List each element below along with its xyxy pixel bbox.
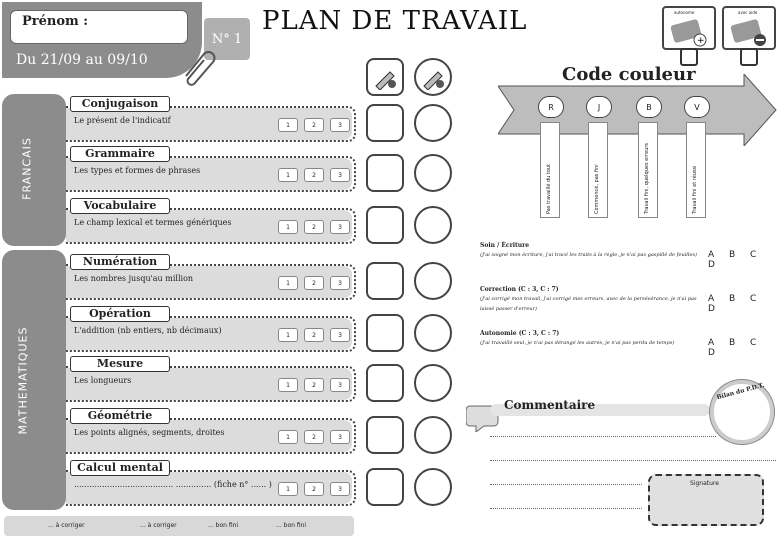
check-circle[interactable] (414, 104, 452, 142)
color-code-text: Commencé, pas fini (594, 164, 600, 214)
color-square[interactable] (366, 206, 404, 244)
task-title: Vocabulaire (70, 198, 170, 214)
check-circle[interactable] (414, 206, 452, 244)
francais-label: FRANCAIS (20, 137, 34, 200)
legend-item: ... bon fini (208, 522, 239, 529)
level-button[interactable]: 1 (278, 276, 298, 290)
task-description: Les points alignés, segments, droites (74, 428, 225, 437)
level-button[interactable]: 1 (278, 118, 298, 132)
color-code-text: Pas travaillé du tout (546, 163, 552, 214)
level-button[interactable]: 1 (278, 220, 298, 234)
color-code-letter: R (538, 96, 564, 118)
task-description: L'addition (nb entiers, nb décimaux) (74, 326, 222, 335)
criterion-description: (J'ai soigné mon écriture, j'ai tracé les traits à la règle, je n'ai pas gaspillé de feuilles) (480, 252, 697, 258)
pencil-settings-icon (366, 58, 404, 96)
grade-options[interactable]: A B C D (708, 294, 763, 314)
review-seal-text: Bilan du P.D.T. (715, 381, 766, 402)
level-button[interactable]: 2 (304, 276, 324, 290)
page-title: PLAN DE TRAVAIL (262, 6, 528, 36)
level-button[interactable]: 3 (330, 168, 350, 182)
level-button[interactable]: 2 (304, 482, 324, 496)
comment-line[interactable] (490, 460, 776, 461)
color-code-letter: B (636, 96, 662, 118)
criterion-title: Correction (C : 3, C : 7) (480, 286, 559, 293)
legend-item: ... bon fini (276, 522, 307, 529)
task-title: Opération (70, 306, 170, 322)
color-code-text: Travail fini et réussi (692, 165, 698, 214)
color-square[interactable] (366, 104, 404, 142)
comment-line[interactable] (490, 484, 642, 485)
task-title: Conjugaison (70, 96, 170, 112)
level-button[interactable]: 3 (330, 328, 350, 342)
task-title: Numération (70, 254, 170, 270)
task-title: Géométrie (70, 408, 170, 424)
pencil-check-icon (414, 58, 452, 96)
math-label: MATHEMATIQUES (16, 326, 30, 435)
check-circle[interactable] (414, 364, 452, 402)
criterion-description: (J'ai corrigé mon travail, j'ai corrigé mes erreurs, avec de la persévérance, je n'ai pas laissé passer d'erreur) (480, 296, 697, 312)
check-circle[interactable] (414, 154, 452, 192)
level-button[interactable]: 2 (304, 118, 324, 132)
level-button[interactable]: 1 (278, 482, 298, 496)
color-square[interactable] (366, 468, 404, 506)
legend-item: ... à corriger (140, 522, 177, 529)
task-description: Les nombres jusqu'au million (74, 274, 194, 283)
sheet-number-badge: N° 1 (204, 18, 250, 60)
level-button[interactable]: 1 (278, 430, 298, 444)
color-code-text: Travail fini, quelques erreurs (644, 142, 650, 214)
color-code-title: Code couleur (562, 64, 696, 85)
color-square[interactable] (366, 262, 404, 300)
check-circle[interactable] (414, 468, 452, 506)
date-range: Du 21/09 au 09/10 (16, 52, 148, 68)
task-description: Le champ lexical et termes génériques (74, 218, 232, 227)
help-card: avec aide (722, 6, 776, 50)
color-code-letter: J (586, 96, 612, 118)
criterion-title: Autonomie (C : 3, C : 7) (480, 330, 560, 337)
criterion-description: (J'ai travaillé seul, je n'ai pas dérangé les autres, je n'ai pas perdu de temps) (480, 340, 675, 346)
task-description: ....................................... .............. (fiche n° ...... ) (74, 480, 272, 489)
criterion-title: Soin / Écriture (480, 242, 530, 249)
task-description: Le présent de l'indicatif (74, 116, 171, 125)
autonomous-card: autonome + (662, 6, 716, 50)
check-circle[interactable] (414, 416, 452, 454)
color-square[interactable] (366, 154, 404, 192)
grade-options[interactable]: A B C D (708, 338, 763, 358)
francais-band (2, 94, 66, 246)
level-button[interactable]: 3 (330, 276, 350, 290)
level-button[interactable]: 2 (304, 168, 324, 182)
help-checkbox[interactable] (740, 48, 758, 66)
level-button[interactable]: 1 (278, 168, 298, 182)
check-circle[interactable] (414, 262, 452, 300)
level-button[interactable]: 3 (330, 220, 350, 234)
level-button[interactable]: 2 (304, 328, 324, 342)
task-description: Les types et formes de phrases (74, 166, 201, 175)
comment-title: Commentaire (504, 398, 596, 412)
color-square[interactable] (366, 364, 404, 402)
name-label: Prénom : (22, 14, 89, 29)
task-title: Calcul mental (70, 460, 170, 476)
paperclip-icon (178, 46, 218, 86)
level-button[interactable]: 3 (330, 378, 350, 392)
level-button[interactable]: 3 (330, 430, 350, 444)
legend-item: ... à corriger (48, 522, 85, 529)
comment-line[interactable] (490, 436, 716, 437)
grade-options[interactable]: A B C D (708, 250, 763, 270)
level-button[interactable]: 2 (304, 378, 324, 392)
task-description: Les longueurs (74, 376, 132, 385)
color-square[interactable] (366, 314, 404, 352)
level-button[interactable]: 1 (278, 328, 298, 342)
color-square[interactable] (366, 416, 404, 454)
color-code-letter: V (684, 96, 710, 118)
level-button[interactable]: 2 (304, 430, 324, 444)
comment-line[interactable] (490, 508, 642, 509)
math-band (2, 250, 66, 510)
level-button[interactable]: 3 (330, 482, 350, 496)
level-button[interactable]: 3 (330, 118, 350, 132)
check-circle[interactable] (414, 314, 452, 352)
svg-text:+: + (697, 36, 705, 46)
task-title: Mesure (70, 356, 170, 372)
level-button[interactable]: 1 (278, 378, 298, 392)
tag-remove-icon (730, 16, 770, 48)
level-button[interactable]: 2 (304, 220, 324, 234)
signature-label: Signature (690, 480, 719, 487)
tag-add-icon (670, 16, 710, 48)
task-title: Grammaire (70, 146, 170, 162)
